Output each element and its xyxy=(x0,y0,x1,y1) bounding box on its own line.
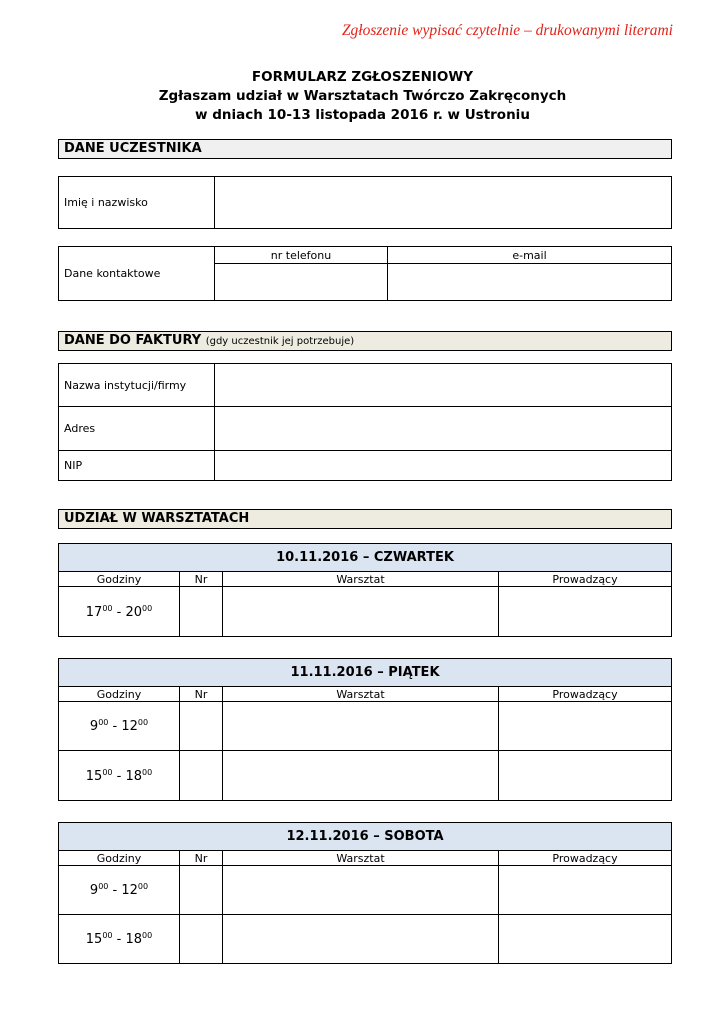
instructor-field[interactable] xyxy=(499,587,672,637)
number-field[interactable] xyxy=(180,702,223,751)
participant-section-header xyxy=(58,139,672,159)
column-hours: Godziny xyxy=(59,851,180,866)
invoice-section-header xyxy=(58,331,672,351)
day-title: 11.11.2016 – PIĄTEK xyxy=(59,659,672,687)
day-title: 10.11.2016 – CZWARTEK xyxy=(59,544,672,572)
legibility-notice: Zgłoszenie wypisać czytelnie – drukowanymi literami xyxy=(341,22,673,39)
phone-field[interactable] xyxy=(215,264,388,301)
column-workshop: Warsztat xyxy=(223,572,499,587)
day-table-thursday xyxy=(58,543,672,637)
time-slot: $9^{00} - 12^{00}$ xyxy=(59,702,180,751)
form-title-line3: w dniach 10-13 listopada 2016 r. w Ustroniu xyxy=(195,107,530,123)
name-table xyxy=(58,176,672,229)
column-number: Nr xyxy=(180,572,223,587)
number-field[interactable] xyxy=(180,751,223,801)
name-field[interactable] xyxy=(215,177,672,229)
instructor-field[interactable] xyxy=(499,866,672,915)
column-instructor: Prowadzący xyxy=(499,687,672,702)
form-title xyxy=(0,68,725,125)
company-name-field[interactable] xyxy=(215,364,672,407)
column-number: Nr xyxy=(180,687,223,702)
day-table-saturday xyxy=(58,822,672,964)
address-field[interactable] xyxy=(215,407,672,451)
number-field[interactable] xyxy=(180,587,223,637)
instructor-field[interactable] xyxy=(499,702,672,751)
day-title: 12.11.2016 – SOBOTA xyxy=(59,823,672,851)
form-title-line1: FORMULARZ ZGŁOSZENIOWY xyxy=(251,69,474,85)
invoice-section-title: DANE DO FAKTURY xyxy=(64,333,202,348)
participant-section-title: DANE UCZESTNIKA xyxy=(64,141,202,156)
workshops-section-title: UDZIAŁ W WARSZTATACH xyxy=(64,511,250,526)
address-label: Adres xyxy=(59,407,215,451)
column-hours: Godziny xyxy=(59,572,180,587)
phone-label: nr telefonu xyxy=(215,247,388,264)
contact-label: Dane kontaktowe xyxy=(59,247,215,301)
invoice-table xyxy=(58,363,672,481)
email-label: e-mail xyxy=(388,247,672,264)
time-slot: $15^{00} - 18^{00}$ xyxy=(59,915,180,964)
column-workshop: Warsztat xyxy=(223,687,499,702)
name-label: Imię i nazwisko xyxy=(59,177,215,229)
contact-table xyxy=(58,246,672,301)
nip-label: NIP xyxy=(59,451,215,481)
workshop-field[interactable] xyxy=(223,751,499,801)
form-title-line2: Zgłaszam udział w Warsztatach Twórczo Zakręconych xyxy=(158,88,567,104)
number-field[interactable] xyxy=(180,866,223,915)
workshop-field[interactable] xyxy=(223,866,499,915)
column-instructor: Prowadzący xyxy=(499,572,672,587)
column-hours: Godziny xyxy=(59,687,180,702)
time-slot: $15^{00} - 18^{00}$ xyxy=(59,751,180,801)
workshop-field[interactable] xyxy=(223,702,499,751)
column-workshop: Warsztat xyxy=(223,851,499,866)
time-slot: $17^{00} - 20^{00}$ xyxy=(59,587,180,637)
invoice-section-note: (gdy uczestnik jej potrzebuje) xyxy=(205,336,355,347)
instructor-field[interactable] xyxy=(499,915,672,964)
column-number: Nr xyxy=(180,851,223,866)
day-table-friday xyxy=(58,658,672,801)
workshop-field[interactable] xyxy=(223,587,499,637)
workshop-field[interactable] xyxy=(223,915,499,964)
email-field[interactable] xyxy=(388,264,672,301)
workshops-section-header xyxy=(58,509,672,529)
company-name-label: Nazwa instytucji/firmy xyxy=(59,364,215,407)
time-slot: $9^{00} - 12^{00}$ xyxy=(59,866,180,915)
column-instructor: Prowadzący xyxy=(499,851,672,866)
instructor-field[interactable] xyxy=(499,751,672,801)
number-field[interactable] xyxy=(180,915,223,964)
nip-field[interactable] xyxy=(215,451,672,481)
